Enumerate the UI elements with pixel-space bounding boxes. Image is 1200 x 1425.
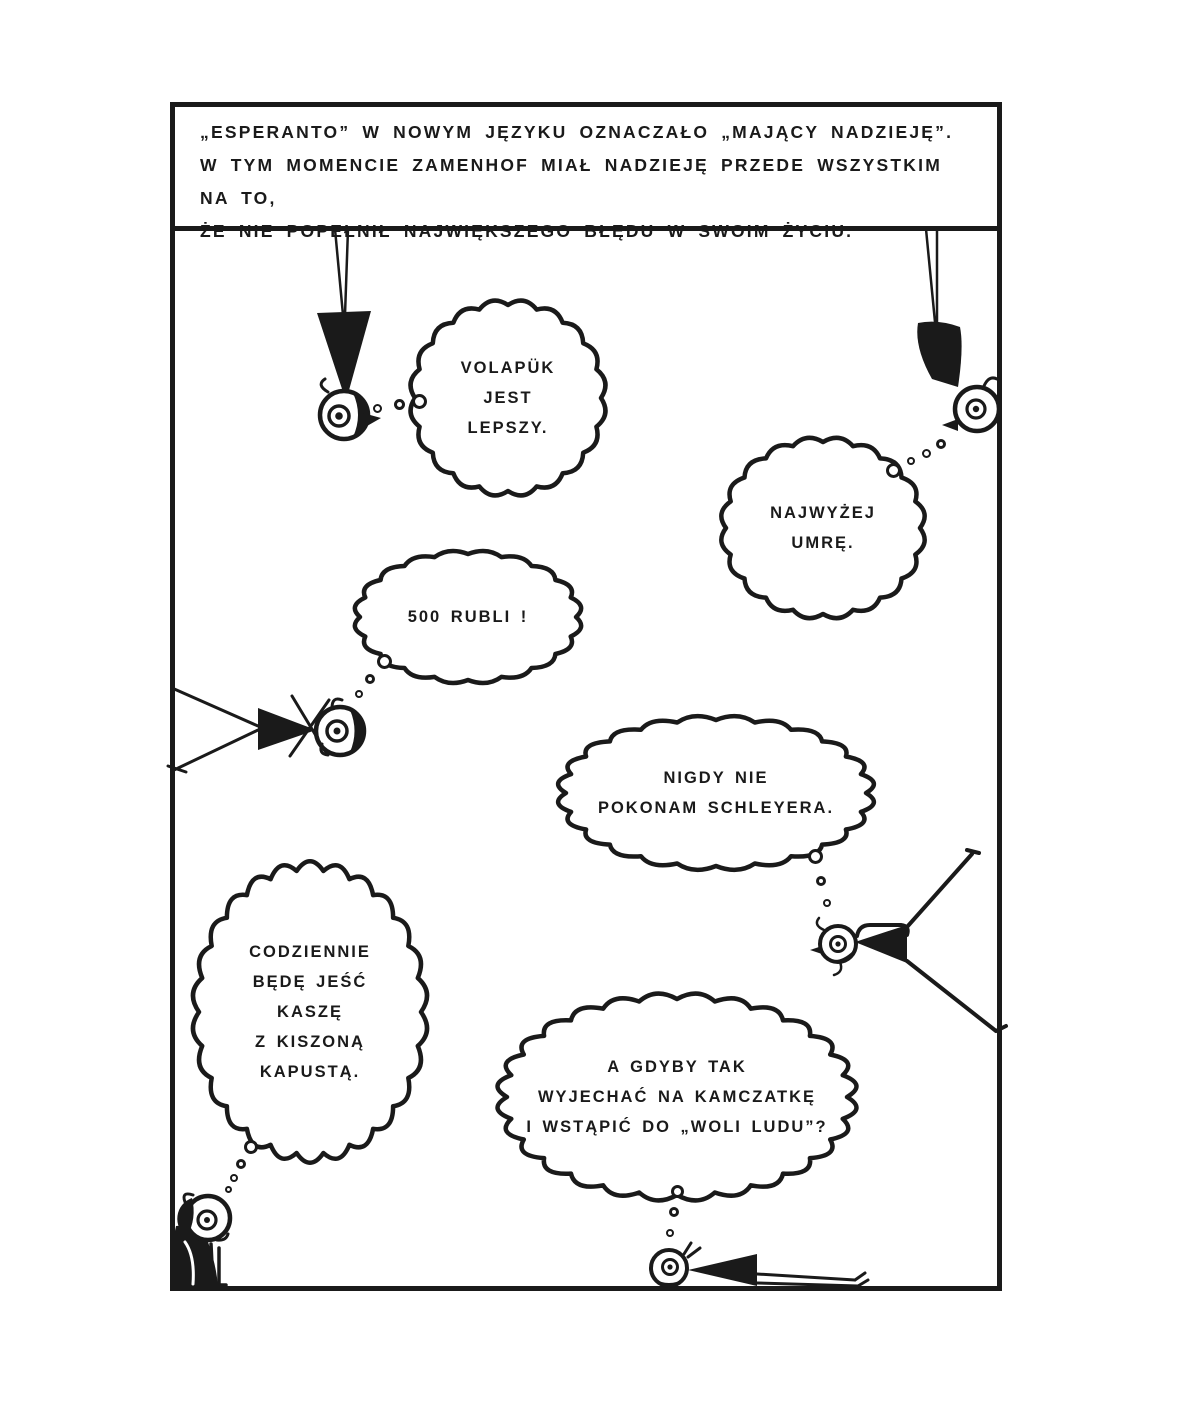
thought-bubble-kasza	[190, 861, 430, 1163]
bubble-line: KAPUSTĄ.	[259, 1063, 361, 1081]
bubble-text	[406, 296, 610, 500]
thought-bubble-kamczatka	[498, 990, 856, 1204]
thought-bubble-umre	[717, 433, 929, 623]
caption-line: „ESPERANTO” W NOWYM JĘZYKU OZNACZAŁO „MAJĄCY NADZIEJĘ”.	[200, 122, 954, 142]
bubble-line: CODZIENNIE	[249, 943, 371, 961]
bubble-line: A GDYBY TAK	[607, 1058, 747, 1076]
lying-figure-bottom	[642, 1242, 877, 1288]
hanging-figure-left	[295, 229, 405, 444]
bubble-line: POKONAM SCHLEYERA.	[597, 799, 835, 817]
sitting-figure-corner	[170, 1182, 248, 1286]
bubble-line: NAJWYŻEJ	[770, 504, 876, 522]
bubble-line: NIGDY NIE	[663, 769, 769, 787]
thought-bubble-schleyer	[557, 711, 875, 875]
caption-line: ŻE NIE POPEŁNIŁ NAJWIĘKSZEGO BŁĘDU W SWOIM ŻYCIU.	[200, 221, 854, 241]
bubble-line: KASZĘ	[277, 1003, 343, 1021]
bubble-line: Z KISZONĄ	[255, 1033, 365, 1051]
bubble-text	[557, 711, 875, 875]
bubble-line: JEST	[483, 389, 533, 407]
bubble-line: BĘDĘ JEŚĆ	[252, 973, 368, 991]
bubble-line: VOLAPÜK	[460, 359, 556, 377]
bubble-text	[717, 433, 929, 623]
caption-line: W TYM MOMENCIE ZAMENHOF MIAŁ NADZIEJĘ PRZEDE WSZYSTKIM NA TO,	[200, 155, 942, 208]
thought-bubble-volapuk	[406, 296, 610, 500]
lying-figure-left	[164, 668, 379, 793]
bubble-line: 500 RUBLI !	[407, 608, 529, 626]
bubble-text	[190, 861, 430, 1163]
bubble-line: I WSTĄPIĆ DO „WOLI LUDU”?	[526, 1118, 828, 1136]
bubble-line: WYJECHAĆ NA KAMCZATKĘ	[537, 1088, 817, 1106]
bubble-line: UMRĘ.	[791, 534, 855, 552]
hanging-figure-right	[898, 229, 1006, 441]
bubble-text	[498, 990, 856, 1204]
bubble-line: LEPSZY.	[467, 419, 549, 437]
